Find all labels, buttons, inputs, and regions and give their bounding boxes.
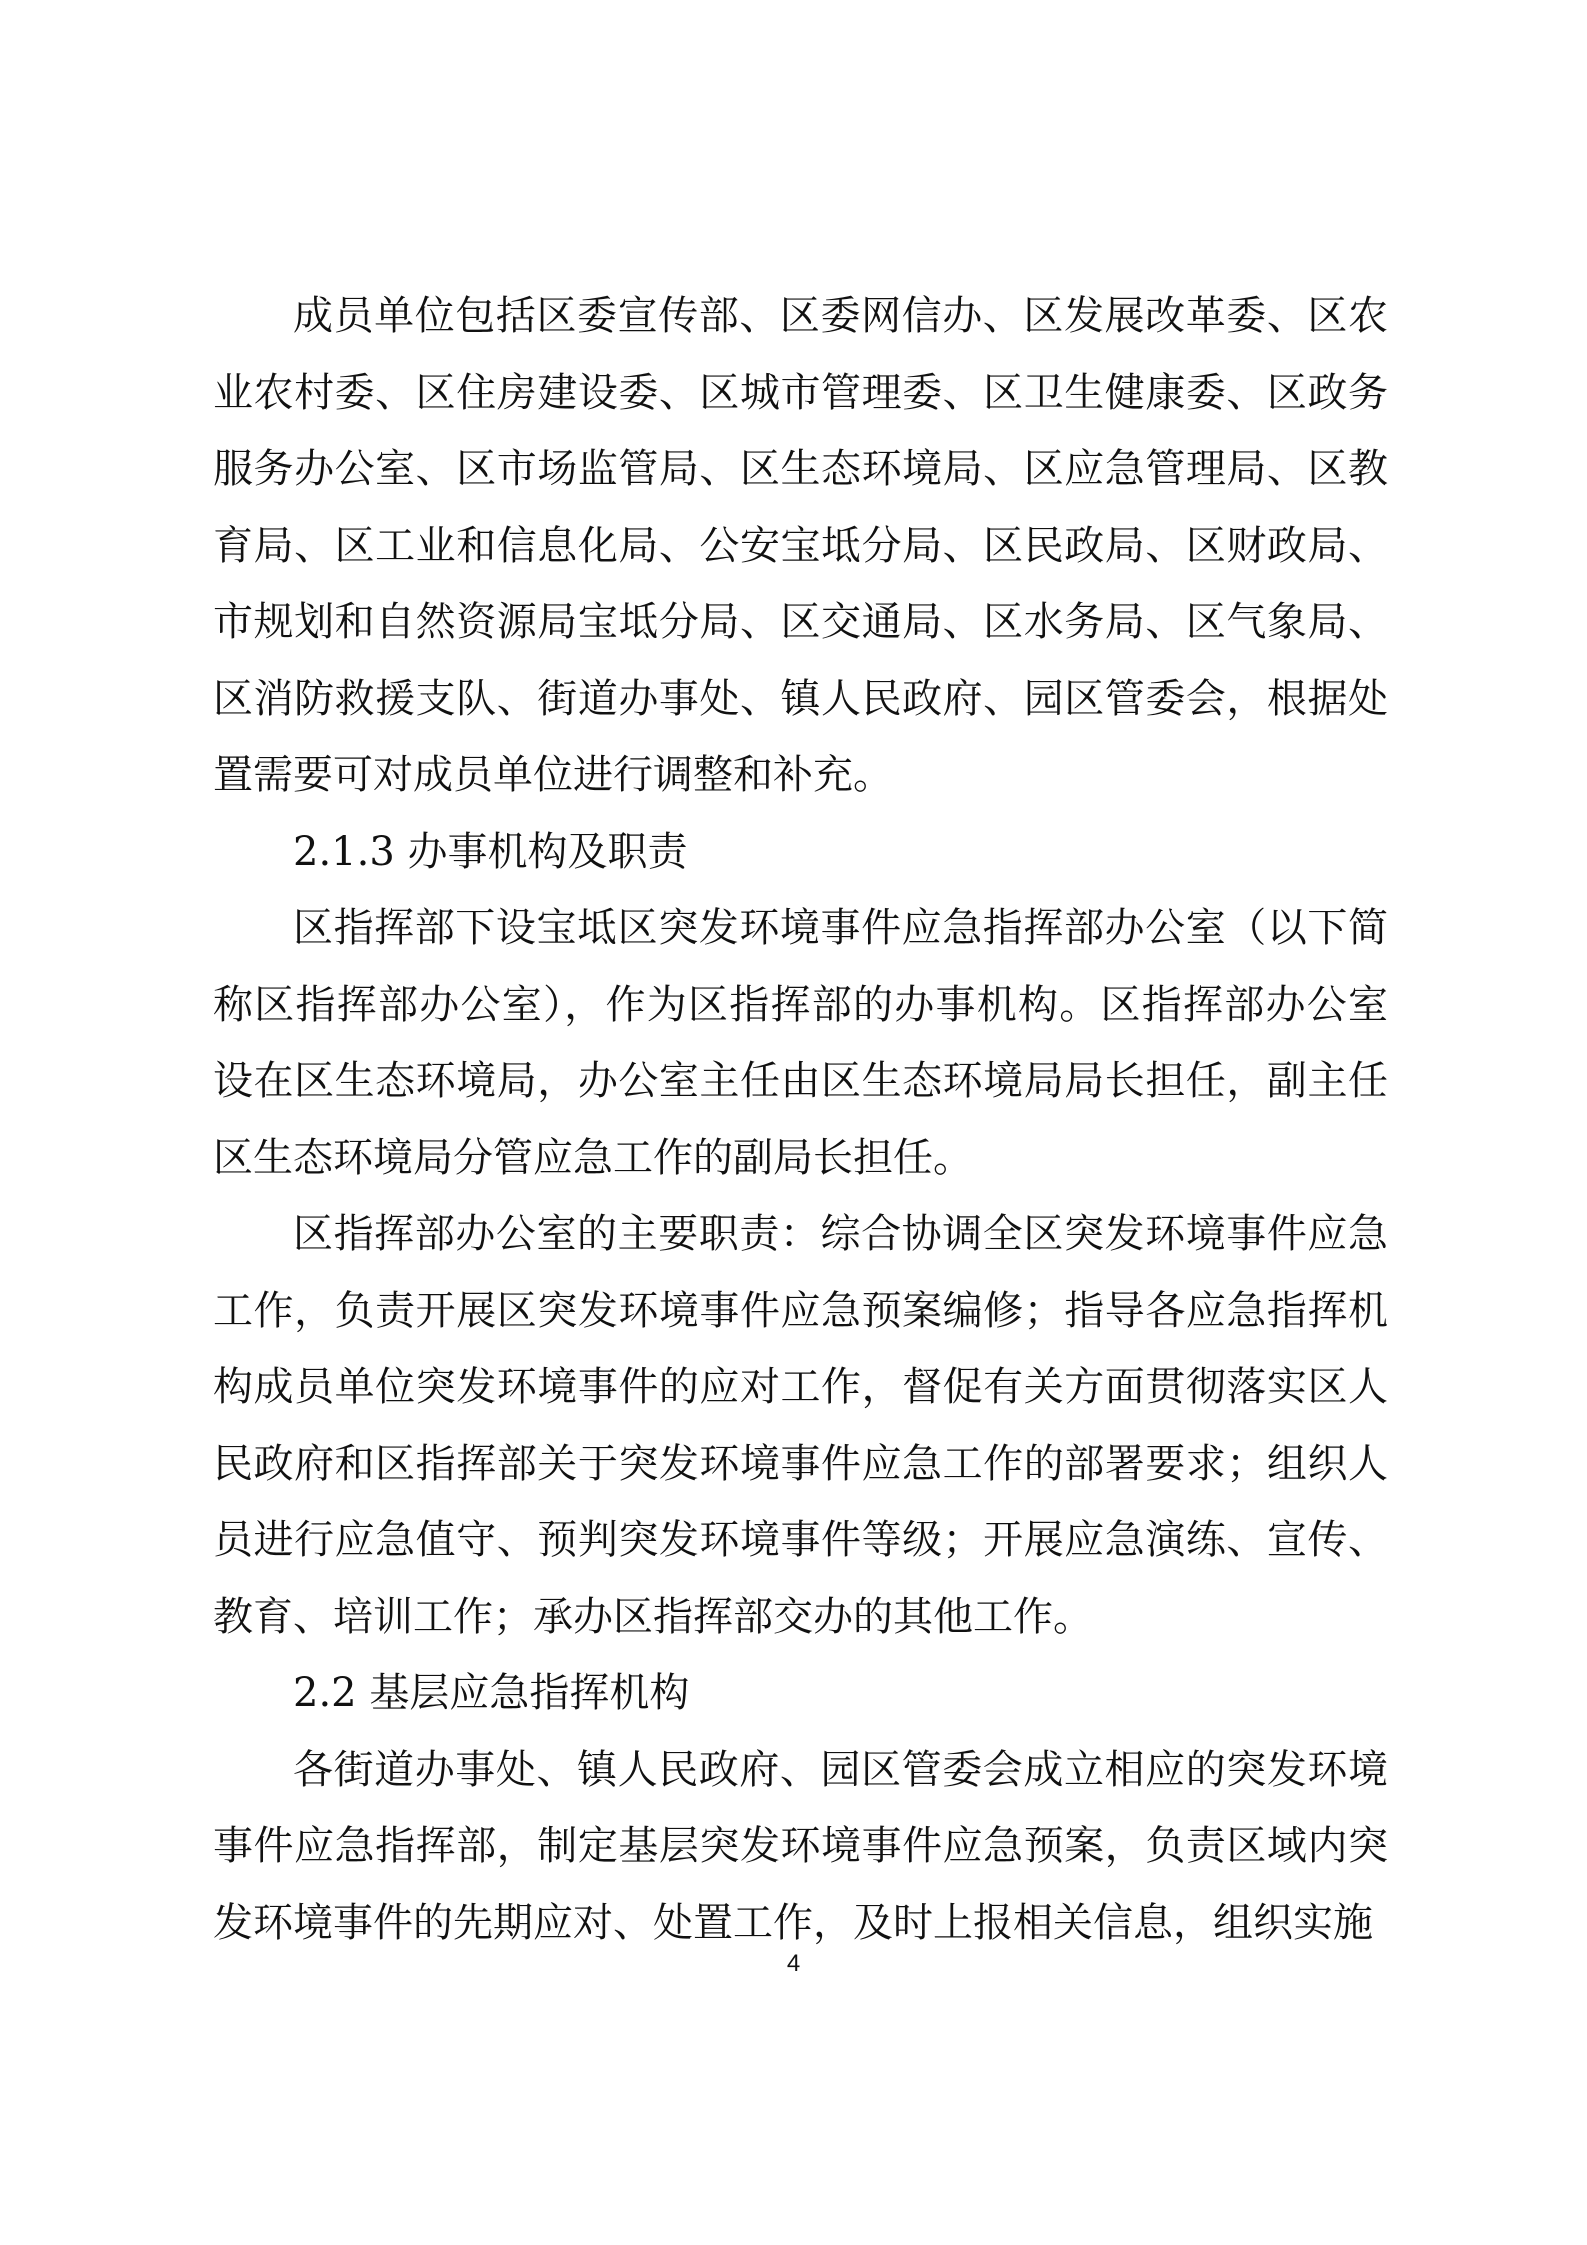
section-heading-2-1-3: 2.1.3 办事机构及职责 [293,828,688,875]
paragraph-office-duties: 区指挥部办公室的主要职责：综合协调全区突发环境事件应急工作，负责开展区突发环境事件应急预案编修；指导各应急指挥机构成员单位突发环境事件的应对工作，督促有关方面贯彻落实区人民政府和区指挥部关于突发环境事件应急工作的部署要求；组织人员进行应急值守、预判突发环境事件等级；开展应急演练、宣传、教育、培训工作；承办区指挥部交办的其他工作。 [213,1211,1388,1640]
document-body [213,278,1388,1961]
section-heading-2-2: 2.2 基层应急指挥机构 [293,1670,690,1716]
paragraph-office-setup: 区指挥部下设宝坻区突发环境事件应急指挥部办公室（以下简称区指挥部办公室），作为区指挥部的办事机构。区指挥部办公室设在区生态环境局，办公室主任由区生态环境局局长担任，副主任区生态环境局分管应急工作的副局长担任。 [213,905,1388,1181]
paragraph-grassroots-command: 各街道办事处、镇人民政府、园区管委会成立相应的突发环境事件应急指挥部，制定基层突发环境事件应急预案，负责区域内突发环境事件的先期应对、处置工作，及时上报相关信息，组织实施 [213,1746,1388,1946]
paragraph-member-units: 成员单位包括区委宣传部、区委网信办、区发展改革委、区农业农村委、区住房建设委、区城市管理委、区卫生健康委、区政务服务办公室、区市场监管局、区生态环境局、区应急管理局、区教育局、区工业和信息化局、公安宝坻分局、区民政局、区财政局、市规划和自然资源局宝坻分局、区交通局、区水务局、区气象局、区消防救援支队、街道办事处、镇人民政府、园区管委会，根据处置需要可对成员单位进行调整和补充。 [213,293,1388,798]
page-number: 4 [786,1950,801,1977]
